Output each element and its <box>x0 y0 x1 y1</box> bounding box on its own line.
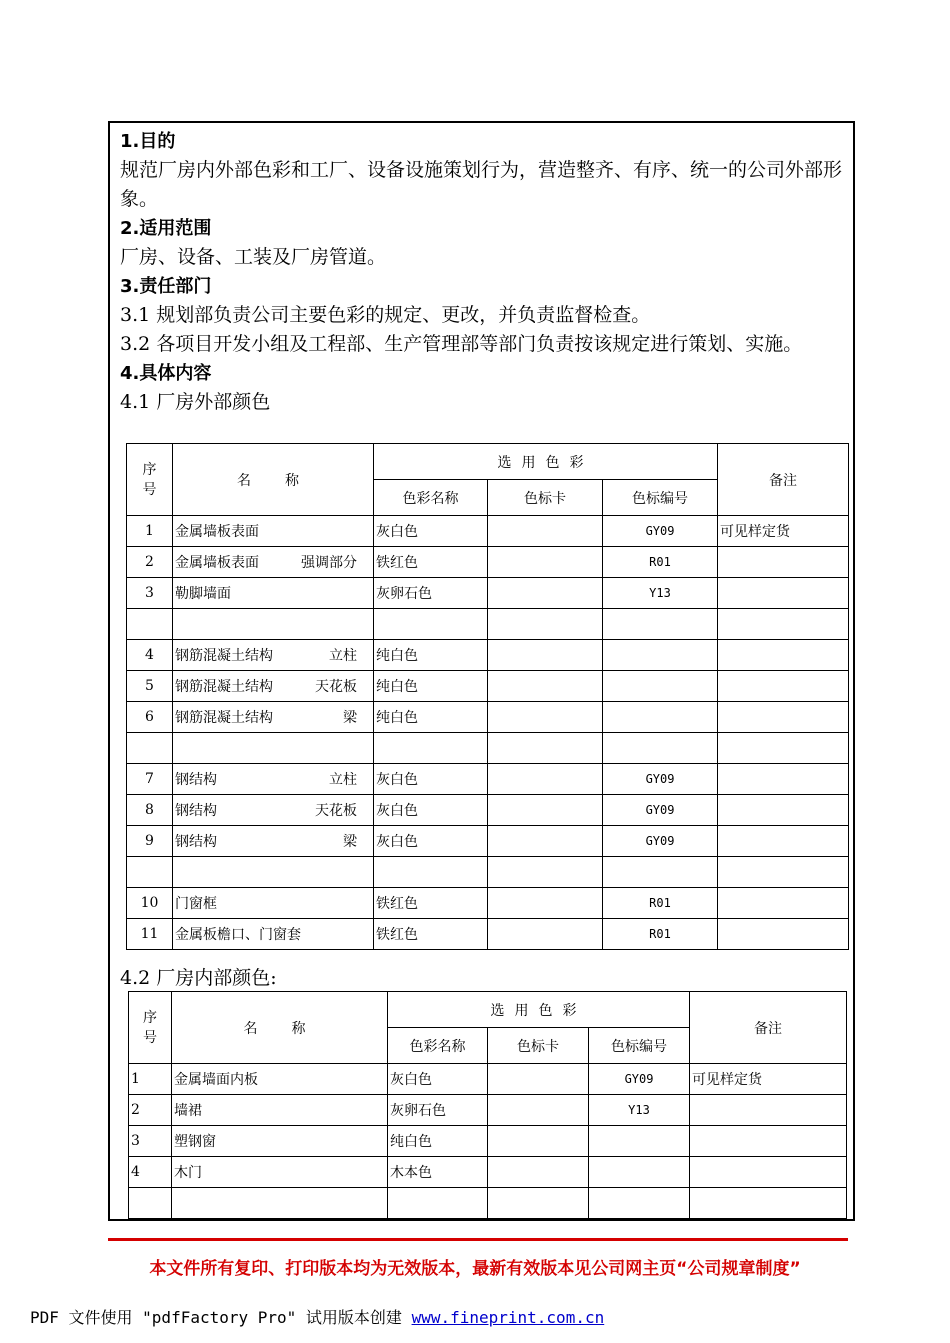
row-color-code: R01 <box>603 888 718 919</box>
row-remark <box>718 609 849 640</box>
row-name-main: 钢结构 <box>175 834 217 850</box>
row-color-card <box>488 1095 589 1126</box>
table-row <box>127 640 849 671</box>
row-remark <box>718 578 849 609</box>
row-color-code: GY09 <box>589 1064 690 1095</box>
row-remark <box>690 1095 847 1126</box>
row-color-name: 木本色 <box>388 1157 488 1188</box>
row-name <box>173 640 374 671</box>
table-row <box>127 857 849 888</box>
section-title-content: 4.具体内容 <box>120 363 212 384</box>
row-remark <box>718 888 849 919</box>
row-seq <box>127 733 173 764</box>
row-remark <box>718 857 849 888</box>
row-name-main: 金属墙板表面 <box>175 524 259 540</box>
row-remark <box>718 826 849 857</box>
section-body-purpose: 规范厂房内外部色彩和工厂、设备设施策划行为，营造整齐、有序、统一的公司外部形象。 <box>120 159 843 210</box>
row-color-name: 纯白色 <box>374 702 488 733</box>
pdf-footer-text: PDF 文件使用 "pdfFactory Pro" 试用版本创建 <box>30 1308 412 1327</box>
row-color-card <box>488 888 603 919</box>
row-seq: 5 <box>127 671 173 702</box>
row-color-code <box>603 640 718 671</box>
row-color-card <box>488 857 603 888</box>
section-title-purpose: 1.目的 <box>120 131 176 152</box>
red-divider <box>108 1238 848 1241</box>
row-seq: 4 <box>127 640 173 671</box>
section-title-interior: 4.2 厂房内部颜色: <box>120 967 277 989</box>
row-remark <box>718 547 849 578</box>
row-color-name <box>374 609 488 640</box>
row-color-code <box>603 733 718 764</box>
row-remark <box>718 671 849 702</box>
row-name <box>173 702 374 733</box>
row-remark <box>690 1188 847 1219</box>
row-seq: 3 <box>129 1126 172 1157</box>
row-color-code: Y13 <box>589 1095 690 1126</box>
row-seq: 11 <box>127 919 173 950</box>
document-body <box>120 127 850 417</box>
row-color-code: GY09 <box>603 764 718 795</box>
row-color-code <box>603 609 718 640</box>
row-color-card <box>488 1188 589 1219</box>
row-color-code: Y13 <box>603 578 718 609</box>
row-name: 金属墙面内板 <box>172 1064 388 1095</box>
row-name <box>173 578 374 609</box>
section-title-exterior: 4.1 厂房外部颜色 <box>120 391 271 413</box>
row-seq: 9 <box>127 826 173 857</box>
row-color-card <box>488 733 603 764</box>
row-remark <box>718 733 849 764</box>
row-seq <box>127 609 173 640</box>
document-frame <box>108 121 855 1221</box>
header-color-group: 选用色彩 <box>374 444 718 480</box>
row-name-sub: 天花板 <box>315 803 357 819</box>
row-name-main: 钢结构 <box>175 803 217 819</box>
table-row <box>129 1188 847 1219</box>
row-color-code <box>603 702 718 733</box>
header-seq: 序 号 <box>129 992 172 1064</box>
table-row <box>127 547 849 578</box>
header-seq: 序 号 <box>127 444 173 516</box>
row-color-card <box>488 547 603 578</box>
header-remark: 备注 <box>718 444 849 516</box>
row-color-card <box>488 764 603 795</box>
row-color-name: 灰白色 <box>388 1064 488 1095</box>
row-color-card <box>488 702 603 733</box>
row-color-code <box>589 1126 690 1157</box>
header-color-group: 选用色彩 <box>388 992 690 1028</box>
row-name <box>173 826 374 857</box>
row-name <box>172 1188 388 1219</box>
section-title-scope: 2.适用范围 <box>120 218 212 239</box>
row-name-sub: 强调部分 <box>301 555 357 571</box>
row-color-name: 灰卵石色 <box>388 1095 488 1126</box>
table-row <box>127 888 849 919</box>
row-color-card <box>488 640 603 671</box>
table-row <box>129 1095 847 1126</box>
row-color-name: 铁红色 <box>374 547 488 578</box>
pdf-footer-link[interactable]: www.fineprint.com.cn <box>411 1308 605 1327</box>
row-color-card <box>488 919 603 950</box>
section-title-responsibility: 3.责任部门 <box>120 276 212 297</box>
pdf-footer <box>30 1305 604 1328</box>
row-color-name <box>388 1188 488 1219</box>
header-color-code: 色标编号 <box>589 1028 690 1064</box>
row-name: 墙裙 <box>172 1095 388 1126</box>
row-color-name: 铁红色 <box>374 888 488 919</box>
row-remark <box>718 640 849 671</box>
row-color-name: 灰白色 <box>374 764 488 795</box>
header-name: 名 称 <box>172 992 388 1064</box>
row-color-name: 灰白色 <box>374 516 488 547</box>
row-remark: 可见样定货 <box>718 516 849 547</box>
header-color-name: 色彩名称 <box>388 1028 488 1064</box>
row-color-name: 纯白色 <box>374 671 488 702</box>
row-seq: 2 <box>127 547 173 578</box>
row-remark <box>718 795 849 826</box>
table-row <box>127 702 849 733</box>
row-color-card <box>488 1126 589 1157</box>
section-item-3-2: 3.2 各项目开发小组及工程部、生产管理部等部门负责按该规定进行策划、实施。 <box>120 333 803 355</box>
row-color-code <box>589 1157 690 1188</box>
row-color-code: GY09 <box>603 826 718 857</box>
table-row <box>127 795 849 826</box>
row-seq: 2 <box>129 1095 172 1126</box>
row-name <box>173 609 374 640</box>
row-color-card <box>488 671 603 702</box>
table-row <box>127 516 849 547</box>
row-name <box>173 764 374 795</box>
row-seq: 4 <box>129 1157 172 1188</box>
table-row <box>127 826 849 857</box>
row-color-name: 灰白色 <box>374 795 488 826</box>
row-name <box>173 919 374 950</box>
row-color-code: GY09 <box>603 516 718 547</box>
header-color-code: 色标编号 <box>603 480 718 516</box>
row-name-main: 门窗框 <box>175 896 217 912</box>
table-row <box>127 578 849 609</box>
row-color-name: 纯白色 <box>388 1126 488 1157</box>
row-color-card <box>488 1064 589 1095</box>
section-item-3-1: 3.1 规划部负责公司主要色彩的规定、更改，并负责监督检查。 <box>120 304 651 326</box>
row-seq: 1 <box>129 1064 172 1095</box>
row-name <box>173 671 374 702</box>
table-row <box>129 1126 847 1157</box>
row-color-code: R01 <box>603 547 718 578</box>
table-row <box>127 764 849 795</box>
row-name <box>173 888 374 919</box>
row-seq: 10 <box>127 888 173 919</box>
row-color-code <box>589 1188 690 1219</box>
row-color-card <box>488 1157 589 1188</box>
row-name-main: 钢筋混凝土结构 <box>175 679 273 695</box>
row-name-main: 金属板檐口、门窗套 <box>175 927 301 943</box>
row-color-name <box>374 733 488 764</box>
row-seq: 3 <box>127 578 173 609</box>
row-color-name: 铁红色 <box>374 919 488 950</box>
row-name: 塑钢窗 <box>172 1126 388 1157</box>
row-color-name: 灰卵石色 <box>374 578 488 609</box>
row-name-sub: 天花板 <box>315 679 357 695</box>
row-name-sub: 梁 <box>343 834 357 850</box>
interior-color-table <box>128 991 847 1219</box>
row-color-card <box>488 609 603 640</box>
header-name: 名 称 <box>173 444 374 516</box>
header-color-name: 色彩名称 <box>374 480 488 516</box>
row-name-main: 钢筋混凝土结构 <box>175 648 273 664</box>
row-name-sub: 立柱 <box>329 772 357 788</box>
row-seq: 8 <box>127 795 173 826</box>
table-row <box>127 733 849 764</box>
table-row <box>129 1064 847 1095</box>
row-name-sub: 梁 <box>343 710 357 726</box>
header-remark: 备注 <box>690 992 847 1064</box>
exterior-color-table <box>126 443 849 950</box>
row-seq <box>127 857 173 888</box>
copy-notice: 本文件所有复印、打印版本均为无效版本，最新有效版本见公司网主页“公司规章制度” <box>149 1259 801 1279</box>
header-color-card: 色标卡 <box>488 480 603 516</box>
row-name-main: 钢筋混凝土结构 <box>175 710 273 726</box>
row-seq: 1 <box>127 516 173 547</box>
row-color-code <box>603 671 718 702</box>
row-remark <box>718 919 849 950</box>
row-name-main: 金属墙板表面 <box>175 555 259 571</box>
section-body-scope: 厂房、设备、工装及厂房管道。 <box>120 246 387 268</box>
row-color-name: 纯白色 <box>374 640 488 671</box>
table-row <box>129 1157 847 1188</box>
row-color-code <box>603 857 718 888</box>
row-color-code: R01 <box>603 919 718 950</box>
table-row <box>127 609 849 640</box>
row-remark <box>690 1126 847 1157</box>
row-color-name <box>374 857 488 888</box>
row-seq: 6 <box>127 702 173 733</box>
table-row <box>127 671 849 702</box>
row-color-card <box>488 795 603 826</box>
row-name-sub: 立柱 <box>329 648 357 664</box>
row-name <box>173 547 374 578</box>
row-name <box>173 857 374 888</box>
row-remark <box>690 1157 847 1188</box>
header-color-card: 色标卡 <box>488 1028 589 1064</box>
row-name <box>173 795 374 826</box>
row-color-card <box>488 516 603 547</box>
row-remark: 可见样定货 <box>690 1064 847 1095</box>
row-seq <box>129 1188 172 1219</box>
row-remark <box>718 764 849 795</box>
row-color-name: 灰白色 <box>374 826 488 857</box>
row-color-card <box>488 578 603 609</box>
row-name <box>173 516 374 547</box>
row-color-code: GY09 <box>603 795 718 826</box>
row-seq: 7 <box>127 764 173 795</box>
row-remark <box>718 702 849 733</box>
row-name-main: 勒脚墙面 <box>175 586 231 602</box>
row-name-main: 钢结构 <box>175 772 217 788</box>
row-name <box>173 733 374 764</box>
table-row <box>127 919 849 950</box>
row-name: 木门 <box>172 1157 388 1188</box>
row-color-card <box>488 826 603 857</box>
